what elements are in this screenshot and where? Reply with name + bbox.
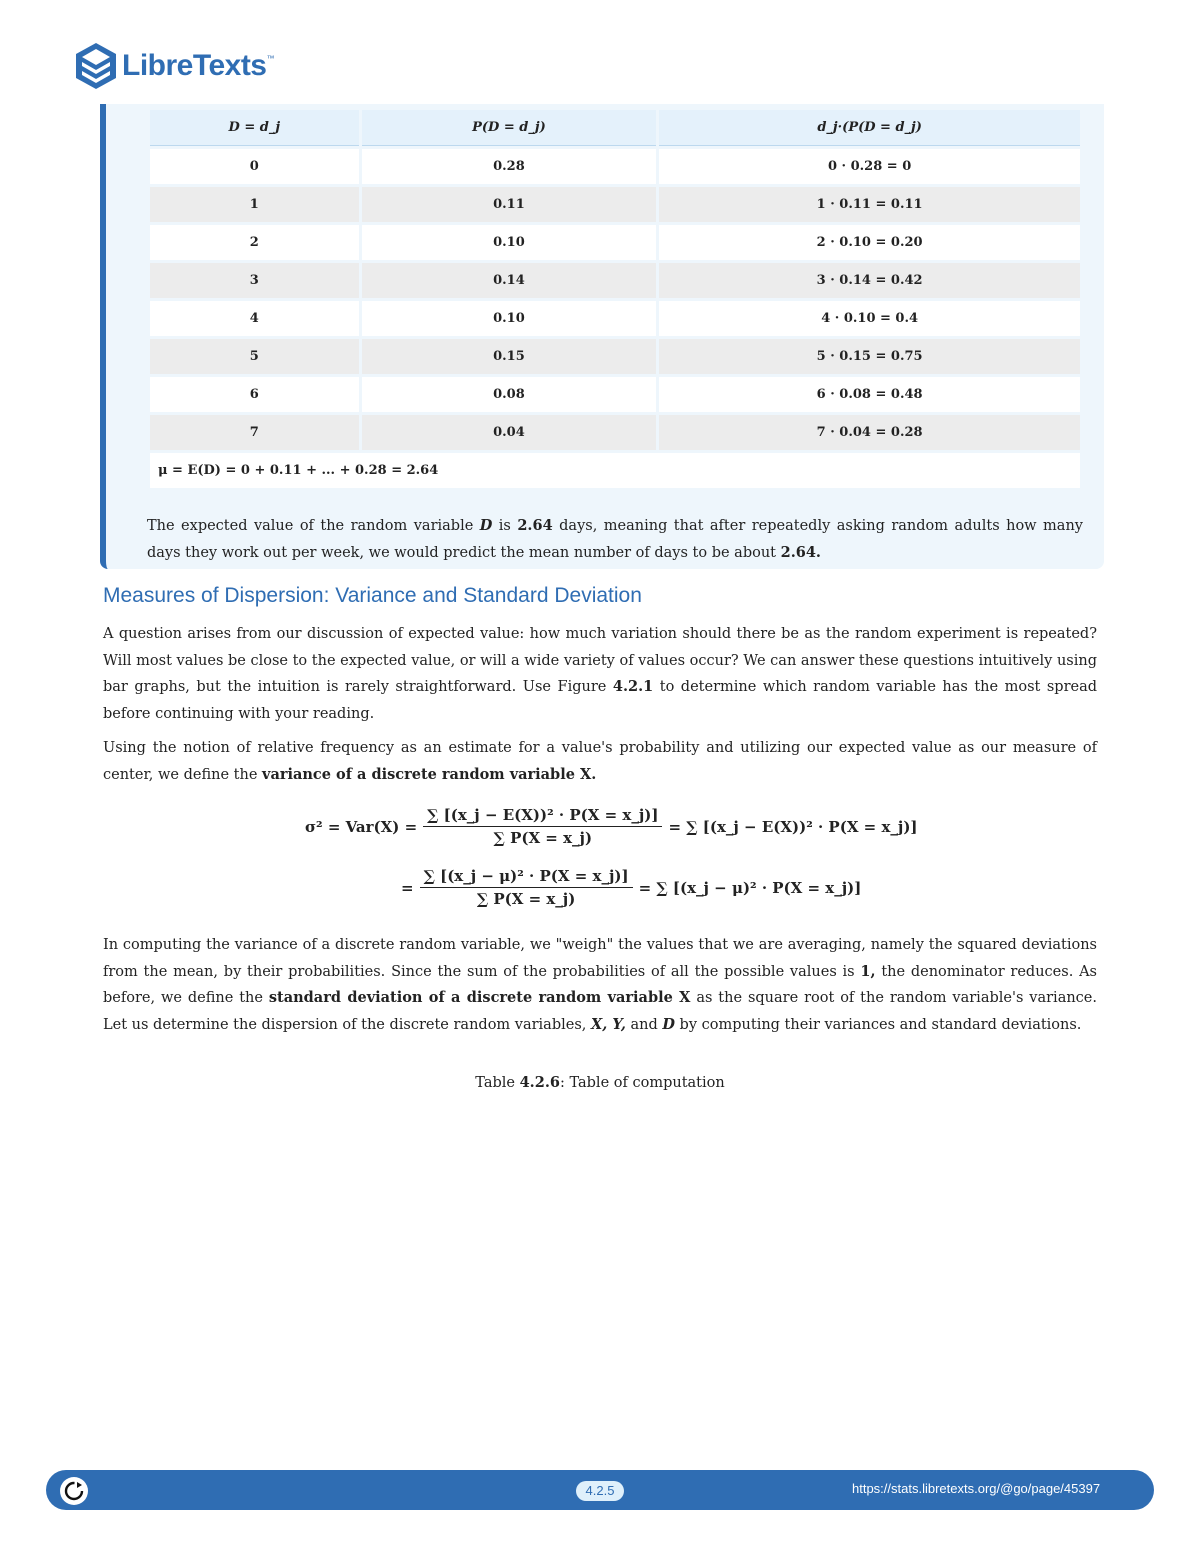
- table-cell: 1 · 0.11 = 0.11: [659, 187, 1080, 222]
- table-cell: 0: [150, 149, 359, 184]
- column-header: D = d_j: [150, 110, 359, 146]
- table-cell: 0 · 0.28 = 0: [659, 149, 1080, 184]
- example-conclusion: The expected value of the random variable D is 2.64 days, meaning that after repeatedly asking random adults how many days they work out per week, we would predict the mean number of days to be about 2.64.: [147, 517, 1083, 561]
- mean-row: [150, 453, 1080, 488]
- table-cell: 0.04: [362, 415, 657, 450]
- mean-cell: μ = E(D) = 0 + 0.11 + ... + 0.28 = 2.64: [150, 453, 1080, 488]
- table-cell: 3: [150, 263, 359, 298]
- fraction: $\frac{\text{∑ [(x\_j − μ)² · P(X = x\_j)]}}{\sum P(X = x\_j)}$: [420, 867, 633, 908]
- table-cell: 7: [150, 415, 359, 450]
- table-cell: 2 · 0.10 = 0.20: [659, 225, 1080, 260]
- table-row: [150, 225, 1080, 260]
- table-cell: 2: [150, 225, 359, 260]
- table-cell: 4 · 0.10 = 0.4: [659, 301, 1080, 336]
- logo-wordmark: LibreTexts: [122, 49, 267, 82]
- page-url-link[interactable]: https://stats.libretexts.org/@go/page/45397: [852, 1481, 1101, 1496]
- table-cell: 3 · 0.14 = 0.42: [659, 263, 1080, 298]
- table-row: [150, 377, 1080, 412]
- variance-formula-line-1: σ² = Var(X) = $\frac{\text{∑ [(x\_j − E(X))² · P(X = x\_j)]}}{\sum P(X = x\_j)}$ = ∑ [(x_j − E(X))² · P(X = x_j)]: [305, 806, 918, 847]
- table-cell: 4: [150, 301, 359, 336]
- table-row: [150, 187, 1080, 222]
- refresh-icon[interactable]: [60, 1477, 88, 1505]
- column-header: P(D = d_j): [362, 110, 657, 146]
- table-cell: 0.15: [362, 339, 657, 374]
- table-cell: 1: [150, 187, 359, 222]
- table-row: [150, 263, 1080, 298]
- variance-formula-line-2: = $\frac{\text{∑ [(x\_j − μ)² · P(X = x\_j)]}}{\sum P(X = x\_j)}$ = ∑ [(x_j − μ)² · P(X = x_j)]: [401, 867, 862, 908]
- table-cell: 0.11: [362, 187, 657, 222]
- table-cell: 0.10: [362, 301, 657, 336]
- page-number: 4.2.5: [576, 1481, 624, 1501]
- table-cell: 7 · 0.04 = 0.28: [659, 415, 1080, 450]
- section-title: Measures of Dispersion: Variance and Standard Deviation: [103, 584, 642, 607]
- table-row: [150, 301, 1080, 336]
- paragraph-variance-computation: In computing the variance of a discrete random variable, we "weigh" the values that we are averaging, namely the squared deviations from the mean, by their probabilities. Since the sum of the probabilities of all the possible values is 1, the denominator reduces. As before, we define the standard deviation of a discrete random variable X as the square root of the random variable's variance. Let us determine the dispersion of the discrete random variables, X, Y, and D by computing their variances and standard deviations.: [103, 937, 1097, 1033]
- libretexts-logo[interactable]: [74, 40, 275, 92]
- table-cell: 0.08: [362, 377, 657, 412]
- table-cell: 5 · 0.15 = 0.75: [659, 339, 1080, 374]
- fraction: $\frac{\text{∑ [(x\_j − E(X))² · P(X = x\_j)]}}{\sum P(X = x\_j)}$: [423, 806, 662, 847]
- table-row: [150, 415, 1080, 450]
- table-cell: 6 · 0.08 = 0.48: [659, 377, 1080, 412]
- paragraph-dispersion-question: A question arises from our discussion of expected value: how much variation should there be as the random experiment is repeated? Will most values be close to the expected value, or will a wide variety of values occur? We can answer these questions intuitively using bar graphs, but the intuition is rarely straightforward. Use Figure 4.2.1 to determine which random variable has the most spread before continuing with your reading.: [103, 626, 1098, 722]
- libretexts-logo-icon: [74, 41, 118, 91]
- table-row: [150, 149, 1080, 184]
- logo-trademark: ™: [266, 54, 275, 63]
- table-cell: 5: [150, 339, 359, 374]
- table-row: [150, 339, 1080, 374]
- table-cell: 0.14: [362, 263, 657, 298]
- figure-reference: 4.2.1: [612, 678, 654, 695]
- table-header-row: [150, 110, 1080, 146]
- expected-value-table: [147, 107, 1083, 491]
- column-header: d_j·(P(D = d_j): [659, 110, 1080, 146]
- paragraph-variance-definition: Using the notion of relative frequency as an estimate for a value's probability and utilizing our expected value as our measure of center, we define the variance of a discrete random variable X.: [103, 740, 1097, 783]
- table-cell: 0.10: [362, 225, 657, 260]
- table-cell: 6: [150, 377, 359, 412]
- table-cell: 0.28: [362, 149, 657, 184]
- table-caption: Table 4.2.6: Table of computation: [475, 1074, 725, 1091]
